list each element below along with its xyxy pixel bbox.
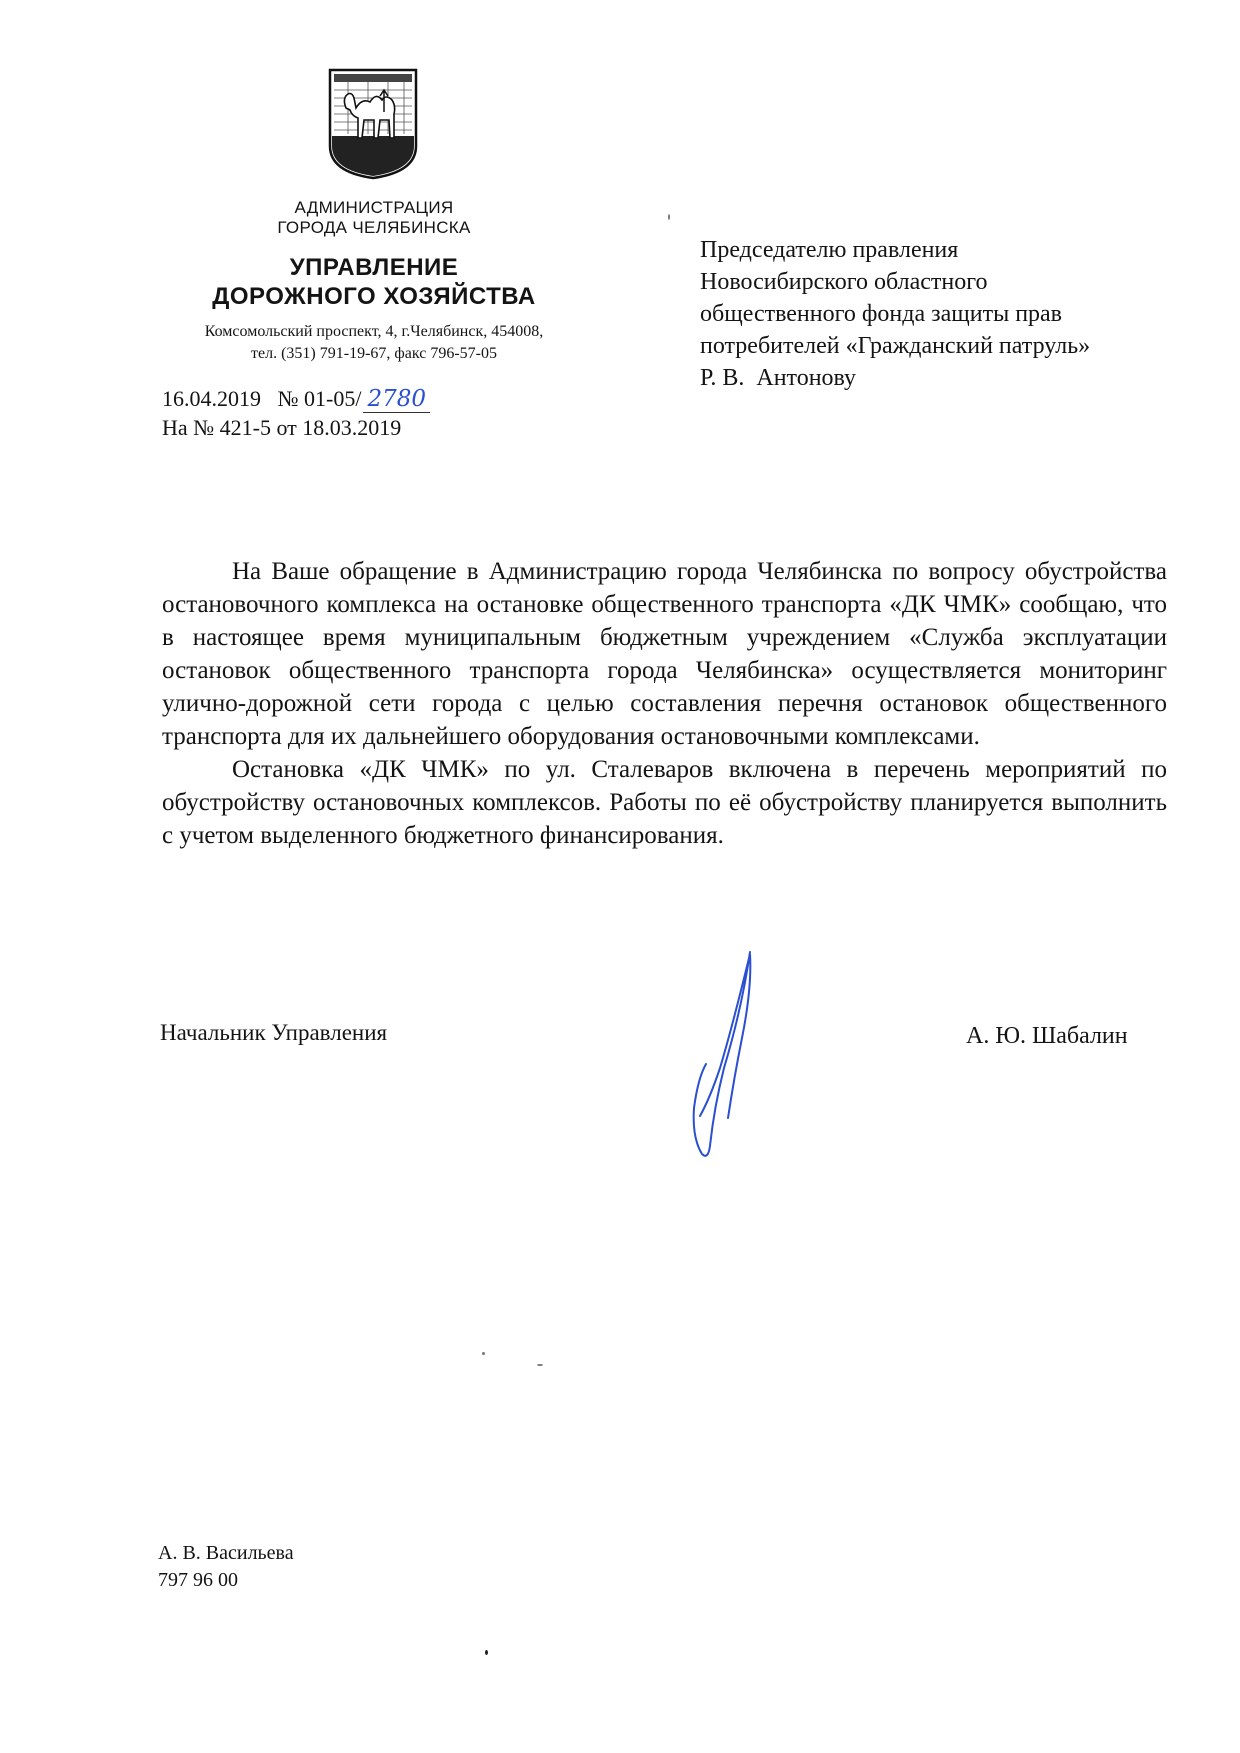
body-paragraph: Остановка «ДК ЧМК» по ул. Сталеваров включена в перечень мероприятий по обустройству остановочных комплексов. Работы по её обустройству планируется выполнить с учетом выделенного бюджетного финансирования. (162, 756, 1167, 849)
signatory-name: А. Ю. Шабалин (966, 1023, 1128, 1049)
letter-body (162, 555, 1167, 852)
addressee-line: общественного фонда защиты прав (700, 301, 1063, 327)
reply-reference: На № 421-5 от 18.03.2019 (162, 415, 402, 440)
scan-speck (485, 1650, 488, 1655)
reference-date-number: 16.04.2019 № 01-05/ (162, 386, 362, 411)
scan-speck (482, 1352, 485, 1355)
executor-name: А. В. Васильева (158, 1542, 294, 1564)
addressee-block (700, 234, 1170, 394)
admin-title-line2: ГОРОДА ЧЕЛЯБИНСКА (277, 218, 471, 237)
body-paragraph: На Ваше обращение в Администрацию города Челябинска по вопросу обустройства остановочного комплекса на остановке общественного транспорта «ДК ЧМК» сообщаю, что в настоящее время муниципальным бюджетным учреждением «Служба эксплуатации остановок общественного транспорта города Челябинска» осуществляется мониторинг улично-дорожной сети города с целью составления перечня остановок общественного транспорта для их дальнейшего оборудования остановочными комплексами. (162, 558, 1167, 750)
scan-speck (537, 1364, 543, 1366)
executor-block (158, 1540, 294, 1594)
handwritten-signature (680, 948, 760, 1163)
department-phones: тел. (351) 791-19-67, факс 796-57-05 (251, 345, 497, 362)
department-title-line2: ДОРОЖНОГО ХОЗЯЙСТВА (212, 283, 536, 310)
handwritten-reference-number: 2780 (363, 386, 430, 413)
admin-title-line1: АДМИНИСТРАЦИЯ (294, 198, 454, 217)
department-title-line1: УПРАВЛЕНИЕ (289, 254, 459, 281)
addressee-line: Председателю правления (700, 237, 959, 263)
executor-phone: 797 96 00 (158, 1569, 238, 1591)
outgoing-reference (162, 386, 430, 413)
scan-speck (668, 214, 670, 220)
department-address: Комсомольский проспект, 4, г.Челябинск, 454008, (204, 323, 544, 340)
addressee-line: Новосибирского областного (700, 269, 988, 295)
signatory-title: Начальник Управления (160, 1020, 388, 1045)
addressee-line: Р. В. Антонову (700, 365, 857, 391)
addressee-line: потребителей «Гражданский патруль» (700, 333, 1091, 359)
chelyabinsk-coat-of-arms-icon (328, 68, 418, 180)
